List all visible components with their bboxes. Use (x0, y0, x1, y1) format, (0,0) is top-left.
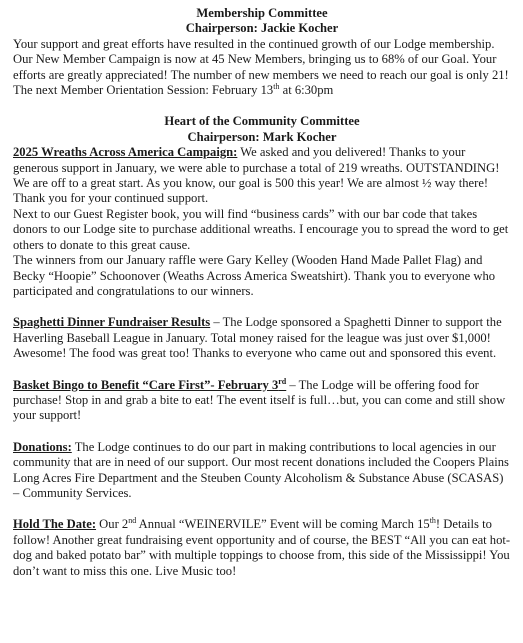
bingo-paragraph (13, 378, 511, 424)
hold-text-a: Our 2 (96, 517, 129, 532)
membership-paragraph-2: Our New Member Campaign is now at 45 New Members, bringing us to 68% of our Goal. Your efforts are greatly appreciated! The number of new members we need to reach our goal is only 21! (13, 52, 509, 82)
heart-title: Heart of the Community Committee (164, 114, 360, 129)
spacer (13, 98, 511, 114)
donations-heading: Donations: (13, 439, 72, 454)
orientation-text-b: at 6:30pm (279, 83, 334, 98)
spacer (13, 424, 511, 440)
membership-title: Membership Committee (196, 6, 328, 20)
heart-committee-section (13, 114, 511, 579)
heart-chairperson: Chairperson: Mark Kocher (187, 129, 337, 144)
hold-date-paragraph (13, 517, 511, 579)
membership-chairperson: Chairperson: Jackie Kocher (185, 21, 339, 36)
donations-text: The Lodge continues to do our part in making contributions to local agencies in our community that are in need of our support. Our most recent donations included the Coopers Plains Long Acres Fire Department and the Steuben County Alcoholism & Substance Abuse (SCASAS) – Community Services. (13, 439, 509, 500)
bingo-heading (13, 378, 286, 392)
spacer (13, 362, 511, 378)
bingo-text: – The Lodge will be offering food for purchase! Stop in and grab a bite to eat! The event itself is full…but, you can come and still show your support! (13, 377, 506, 423)
spacer (13, 501, 511, 517)
hold-sup-1: nd (128, 516, 137, 526)
wreaths-heading: 2025 Wreaths Across America Campaign: (13, 145, 238, 160)
orientation-sup: th (273, 81, 280, 91)
donations-paragraph (13, 440, 511, 502)
hold-sup-2: th (429, 516, 436, 526)
wreaths-paragraph-2: Next to our Guest Register book, you will find “business cards” with our bar code that takes donors to our Lodge site to purchase additional wreaths. I encourage you to spread the word to get others to donate to this great cause. (13, 206, 509, 252)
membership-orientation (13, 83, 511, 98)
hold-text-c: ! Details to follow! Another great fundraising event opportunity and of course, the BEST “All you can eat hot-dog and baked potato bar” with multiple toppings to choose from, this side of the Mississippi! You don’t want to miss this one. Live Music too! (13, 517, 511, 578)
membership-committee-section (13, 6, 511, 98)
bingo-heading-sup: rd (278, 376, 287, 386)
spaghetti-paragraph (13, 315, 511, 361)
spaghetti-heading: Spaghetti Dinner Fundraiser Results (13, 315, 211, 330)
membership-paragraph-1: Your support and great efforts have resulted in the continued growth of our Lodge membership. (13, 36, 495, 51)
orientation-text-a: The next Member Orientation Session: February 13 (13, 83, 274, 98)
hold-text-b: Annual “WEINERVILE” Event will be coming March 15 (136, 517, 430, 532)
wreaths-paragraph-3: The winners from our January raffle were Gary Kelley (Wooden Hand Made Pallet Flag) and Becky “Hoopie” Schoonover (Weaths Across America Sweatshirt). Thank you to everyone who participated and congratulations to our winners. (13, 253, 496, 298)
bingo-heading-text: Basket Bingo to Benefit “Care First”- February 3 (13, 377, 279, 392)
spaghetti-text: – The Lodge sponsored a Spaghetti Dinner to support the Haverling Baseball League in January. Total money raised for the league was just over $1,000! Awesome! The food was great too! Thanks to everyone who came out and sponsored this event. (13, 315, 502, 361)
hold-date-heading: Hold The Date: (13, 517, 97, 532)
spacer (13, 299, 511, 315)
wreaths-paragraph-1 (13, 145, 511, 207)
wreaths-text: We asked and you delivered! Thanks to your generous support in January, we were able to purchase a total of 219 wreaths. OUTSTANDING! We are off to a great start. As you know, our goal is 500 this year! We are almost ½ way there! Thank you for your continued support. (13, 145, 500, 206)
